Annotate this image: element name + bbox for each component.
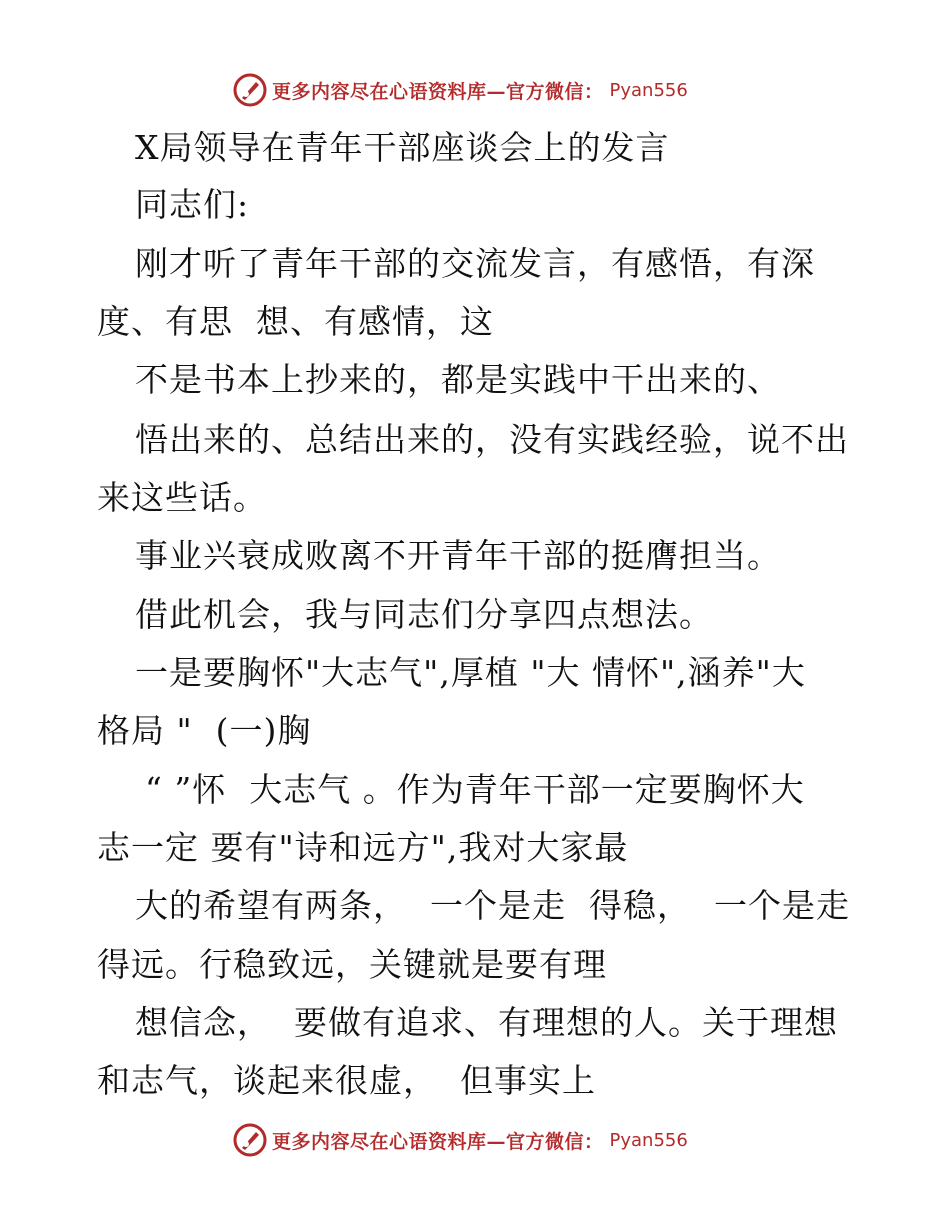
text-line: 度、有思 想、有感情，这 [97,302,494,341]
watermark-text: 更多内容尽在心语资料库—官方微信： [272,80,604,103]
text-line: 大的希望有两条， 一个是走 得稳， 一个是走 [135,886,850,925]
text-line: 刚才听了青年干部的交流发言，有感悟，有深 [135,244,815,283]
watermark-text: 更多内容尽在心语资料库—官方微信： [272,1130,604,1153]
text-line: 来这些话。 [97,478,267,517]
footer-watermark [232,1120,688,1160]
wechat-id: Pyan556 [609,1129,688,1151]
text-line: 得远。行稳致远，关键就是要有理 [97,945,607,984]
text-line: 不是书本上抄来的，都是实践中干出来的、 [135,360,781,399]
text-line: 借此机会，我与同志们分享四点想法。 [135,595,713,634]
text-line: 事业兴衰成败离不开青年干部的挺膺担当。 [135,536,781,575]
text-line: 志一定 要有"诗和远方",我对大家最 [97,828,629,867]
quill-logo-icon [232,72,268,108]
header-watermark [232,70,688,110]
text-line: 一是要胸怀"大志气",厚植 "大 情怀",涵养"大 [135,653,806,692]
text-line: 想信念， 要做有追求、有理想的人。关于理想 [135,1003,838,1042]
text-line: 和志气，谈起来很虚， 但事实上 [97,1061,596,1100]
salutation: 同志们: [135,185,250,224]
text-line: 悟出来的、总结出来的，没有实践经验，说不出 [135,420,849,459]
text-line: 格局 " (一)胸 [97,711,312,750]
document-title: X局领导在青年干部座谈会上的发言 [135,128,670,167]
wechat-id: Pyan556 [609,79,688,101]
text-line: “ ”怀 大志气 。作为青年干部一定要胸怀大 [145,770,805,809]
quill-logo-icon [232,1122,268,1158]
